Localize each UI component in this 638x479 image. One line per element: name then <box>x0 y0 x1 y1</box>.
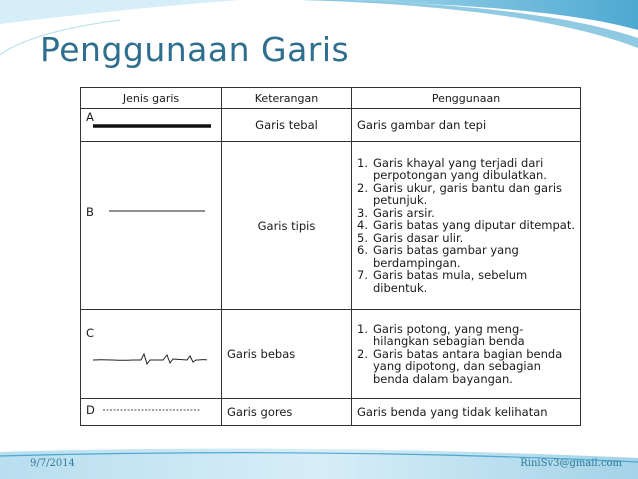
thin-line-sample <box>109 208 209 214</box>
column-header: Keterangan <box>222 88 352 109</box>
penggunaan-list <box>357 157 575 295</box>
column-header: Penggunaan <box>352 88 581 109</box>
line-type-cell <box>81 109 222 142</box>
table-row <box>81 109 581 142</box>
keterangan-cell: Garis tebal <box>222 109 352 142</box>
list-item: 3. Garis arsir. <box>357 205 435 220</box>
keterangan-cell: Garis gores <box>222 399 352 426</box>
list-item: 7. Garis batas mula, sebelum dibentuk. <box>357 268 528 295</box>
line-letter: D <box>86 403 95 417</box>
list-item: 6. Garis batas gambar yang berdampingan. <box>357 243 519 270</box>
table-row <box>81 399 581 426</box>
list-item: 5. Garis dasar ulir. <box>357 230 464 245</box>
line-type-cell <box>81 142 222 310</box>
line-type-cell <box>81 310 222 399</box>
table-header-row <box>81 88 581 109</box>
penggunaan-cell <box>352 142 581 310</box>
garis-table <box>80 87 581 426</box>
footer-date: 9/7/2014 <box>30 458 75 469</box>
list-item: 2. Garis batas antara bagian benda yang dipotong, dan sebagian benda dalam bayangan. <box>357 346 563 386</box>
line-letter: C <box>86 326 95 340</box>
penggunaan-cell: Garis benda yang tidak kelihatan <box>352 399 581 426</box>
freehand-line-sample <box>91 348 209 370</box>
keterangan-cell: Garis tipis <box>222 142 352 310</box>
list-item: 2. Garis ukur, garis bantu dan garis petunjuk. <box>357 180 563 208</box>
table-row <box>81 310 581 399</box>
line-letter: B <box>86 205 94 219</box>
footer-email: RiniSv3@gmail.com <box>520 458 622 469</box>
page-title: Penggunaan Garis <box>40 30 350 69</box>
line-letter: A <box>86 110 94 124</box>
keterangan-cell: Garis bebas <box>222 310 352 399</box>
dashed-line-sample <box>103 407 203 413</box>
list-item: 4. Garis batas yang diputar ditempat. <box>357 218 575 233</box>
thick-line-sample <box>93 122 213 130</box>
list-item: 1. Garis potong, yang meng-hilangkan sebagian benda <box>357 321 525 349</box>
table-row <box>81 142 581 310</box>
column-header: Jenis garis <box>81 88 222 109</box>
list-item: 1. Garis khayal yang terjadi dari perpotongan yang dibulatkan. <box>357 155 547 183</box>
penggunaan-cell: Garis gambar dan tepi <box>352 109 581 142</box>
penggunaan-list <box>357 323 575 386</box>
penggunaan-cell <box>352 310 581 399</box>
line-type-cell <box>81 399 222 426</box>
